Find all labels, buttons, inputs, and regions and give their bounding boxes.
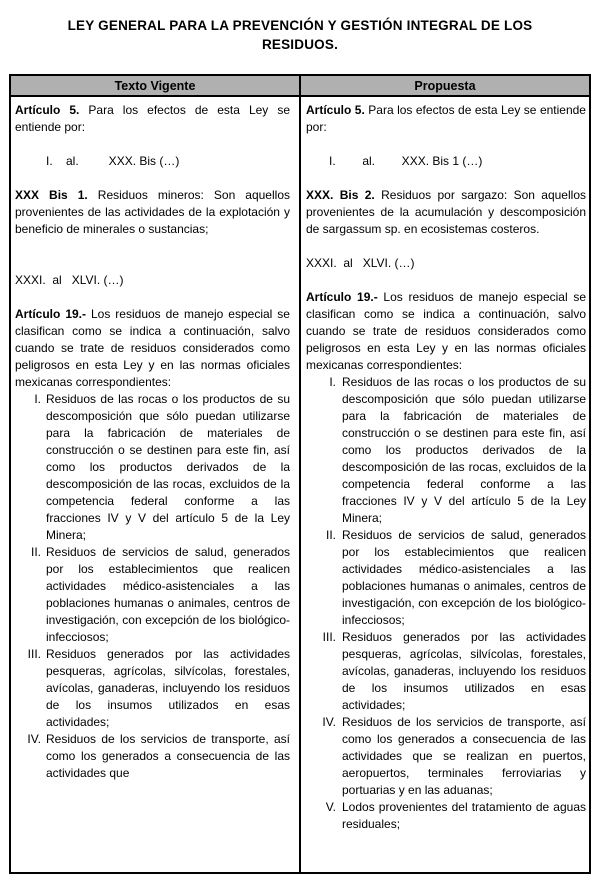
xxx-bis-1-label: XXX Bis 1. xyxy=(15,188,88,202)
document-title xyxy=(0,0,600,54)
list-item xyxy=(306,374,586,527)
fraction-list xyxy=(15,391,290,782)
texto-vigente-content xyxy=(11,97,299,872)
list-item-numeral: IV. xyxy=(27,732,41,746)
column-header-texto-vigente: Texto Vigente xyxy=(10,75,300,96)
list-item-numeral: I. xyxy=(34,392,41,406)
list-item-text: Lodos provenientes del tratamiento de aguas residuales; xyxy=(342,800,586,831)
articulo-5-label: Artículo 5. xyxy=(306,103,365,117)
list-item xyxy=(15,391,290,544)
table-body-row xyxy=(10,96,590,873)
list-item-numeral: II. xyxy=(325,528,336,542)
fraction-list xyxy=(306,374,586,833)
paragraph-articulo-5 xyxy=(15,102,290,136)
articulo-5-label: Artículo 5. xyxy=(15,103,80,117)
list-item-text: Residuos generados por las actividades pesqueras, agrícolas, silvícolas, forestales, avícolas, ganaderas, incluyendo los residuos de los insumos utilizados en esas actividades; xyxy=(342,630,586,712)
list-item-text: Residuos de servicios de salud, generados por los establecimientos que realicen actividades médico-asistenciales a las poblaciones humanas o animales, centros de investigación, con excepción de los biológico-infecciosos; xyxy=(342,528,586,627)
fraction-range-line-2: XXXI. al XLVI. (…) xyxy=(306,256,415,270)
fraction-range-line: I. al. XXX. Bis (…) xyxy=(46,154,180,168)
articulo-5-text: Para los efectos de esta Ley se entiende por: xyxy=(306,103,586,134)
list-item-numeral: I. xyxy=(329,375,336,389)
list-item-text: Residuos de servicios de salud, generados por los establecimientos que realicen actividades médico-asistenciales a las poblaciones humanas o animales, centros de investigación, con excepción de los biológico-infecciosos; xyxy=(46,545,290,644)
articulo-19-label: Artículo 19.- xyxy=(306,290,378,304)
list-item-text: Residuos de las rocas o los productos de su descomposición que sólo puedan utilizarse para la fabricación de materiales de construcción o se destinen para este fin, así como los productos derivados de la descomposición de las rocas, excluidos de la competencia federal conforme a las fracciones IV y V del artículo 5 de la Ley Minera; xyxy=(46,392,290,542)
comparison-table xyxy=(9,74,591,874)
column-header-propuesta: Propuesta xyxy=(300,75,590,96)
list-item xyxy=(306,629,586,714)
list-item-numeral: III. xyxy=(322,630,336,644)
list-item xyxy=(15,646,290,731)
xxx-bis-2-label: XXX. Bis 2. xyxy=(306,188,375,202)
list-item xyxy=(15,731,290,782)
paragraph-xxx-bis-1 xyxy=(15,187,290,238)
list-item-text: Residuos generados por las actividades pesqueras, agrícolas, silvícolas, forestales, avícolas, ganaderas, incluyendo los residuos de los insumos utilizados en esas actividades; xyxy=(46,647,290,729)
fraction-range-line: I. al. XXX. Bis 1 (…) xyxy=(329,154,483,168)
paragraph-articulo-19 xyxy=(15,306,290,391)
list-item-numeral: V. xyxy=(325,800,336,814)
list-item xyxy=(306,714,586,799)
paragraph-articulo-5 xyxy=(306,102,586,136)
articulo-19-text: Los residuos de manejo especial se clasifican como se indica a continuación, salvo cuando se trate de residuos considerados como peligrosos en esta Ley y en las normas oficiales mexicanas correspondientes: xyxy=(15,307,290,389)
paragraph-xxx-bis-2 xyxy=(306,187,586,238)
propuesta-content xyxy=(301,97,589,872)
list-item xyxy=(15,544,290,646)
table-header-row xyxy=(10,75,590,96)
list-item-text: Residuos de los servicios de transporte, así como los generados a consecuencia de las actividades que se realizan en puertos, aeropuertos, terminales ferroviarias y portuarias y en las aduanas; xyxy=(342,715,586,797)
document-title-line1: LEY GENERAL PARA LA PREVENCIÓN Y GESTIÓN INTEGRAL DE LOS xyxy=(67,18,533,33)
list-item-text: Residuos de las rocas o los productos de su descomposición que sólo puedan utilizarse para la fabricación de materiales de construcción o se destinen para este fin, así como los productos derivados de la descomposición de las rocas, excluidos de la competencia federal conforme a las fracciones IV y V del artículo 5 de la Ley Minera; xyxy=(342,375,586,525)
fraction-range-line-2: XXXI. al XLVI. (…) xyxy=(15,273,124,287)
xxx-bis-1-text: Residuos mineros: Son aquellos provenientes de las actividades de la explotación y beneficio de minerales o sustancias; xyxy=(15,188,290,236)
list-item-numeral: II. xyxy=(30,545,41,559)
list-item xyxy=(306,799,586,833)
list-item-numeral: IV. xyxy=(322,715,336,729)
texto-vigente-cell xyxy=(10,96,300,873)
articulo-5-text: Para los efectos de esta Ley se entiende por: xyxy=(15,103,290,134)
document-title-line2: RESIDUOS. xyxy=(261,37,339,52)
xxx-bis-2-text: Residuos por sargazo: Son aquellos provenientes de la acumulación y descomposición de sargassum sp. en ecosistemas costeros. xyxy=(306,188,586,236)
list-item xyxy=(306,527,586,629)
list-item-text: Residuos de los servicios de transporte, así como los generados a consecuencia de las actividades que xyxy=(46,732,290,780)
articulo-19-label: Artículo 19.- xyxy=(15,307,86,321)
propuesta-cell xyxy=(300,96,590,873)
paragraph-articulo-19 xyxy=(306,289,586,374)
list-item-numeral: III. xyxy=(27,647,41,661)
articulo-19-text: Los residuos de manejo especial se clasifican como se indica a continuación, salvo cuando se trate de residuos considerados como peligrosos en esta Ley y en las normas oficiales mexicanas correspondientes: xyxy=(306,290,586,372)
